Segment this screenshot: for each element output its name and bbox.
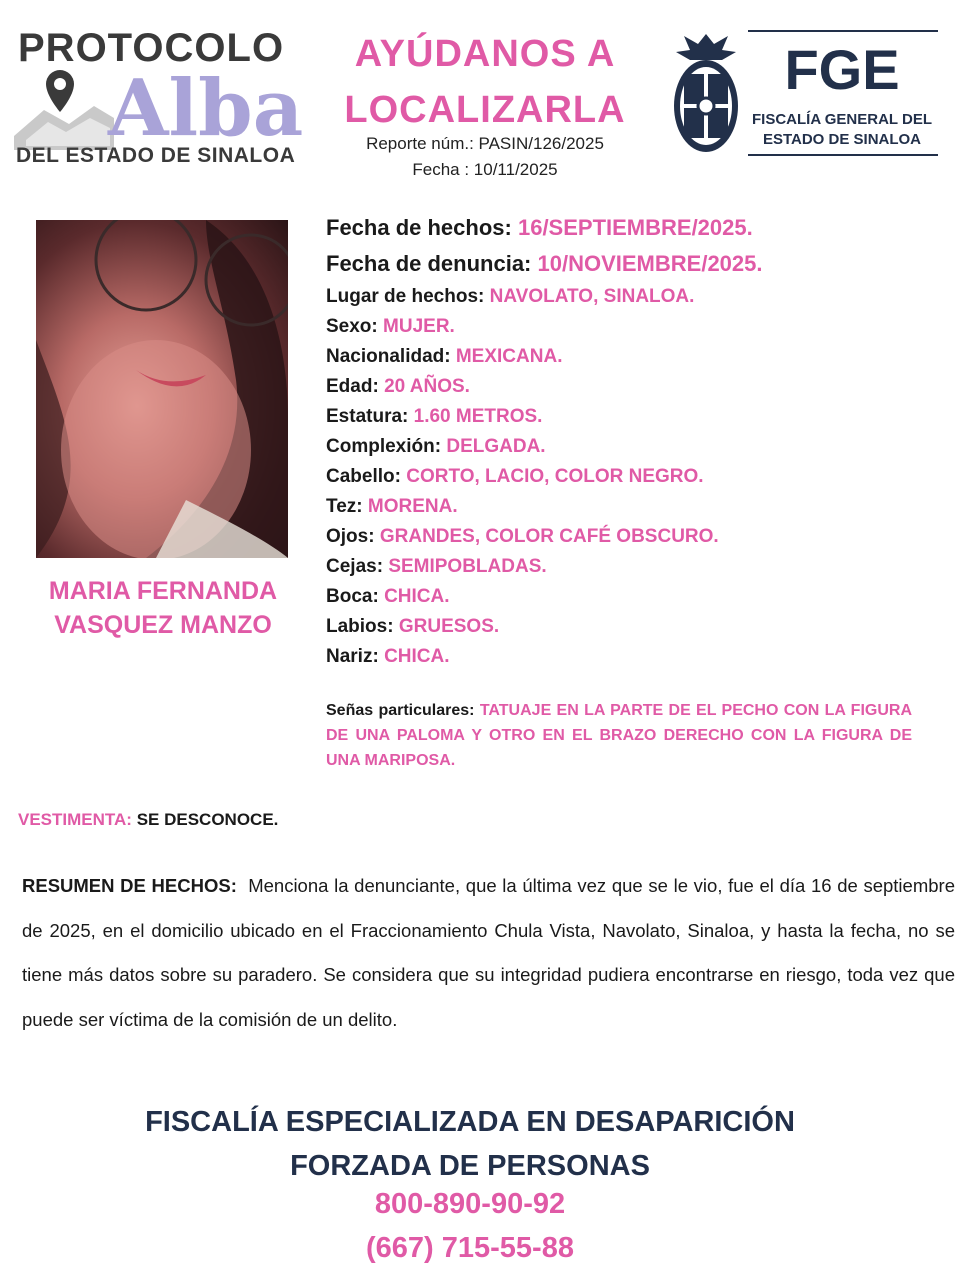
fge-logo [746,30,938,158]
detail-row-sexo [326,312,936,342]
detail-value: MORENA. [367,496,458,517]
detail-row-cejas [326,552,936,582]
vestimenta-value: SE DESCONOCE. [136,810,279,829]
phone-number-tollfree[interactable]: 800-890-90-92 [374,1188,566,1220]
detail-row-lugar [326,282,936,312]
detail-value: 10/NOVIEMBRE/2025. [537,251,763,276]
detail-value: 1.60 METROS. [413,406,543,427]
detail-label: Labios: [326,616,394,637]
report-date: Fecha : 10/11/2025 [412,160,558,179]
detail-value: 16/SEPTIEMBRE/2025. [517,215,753,240]
detail-label: Cejas: [326,556,384,577]
headline-line-1: AYÚDANOS A [354,33,616,75]
detail-row-fecha-hechos [326,210,936,246]
protocolo-alba-logo [12,26,302,176]
detail-value: MEXICANA. [455,346,563,367]
detail-label: Nariz: [326,646,379,667]
person-name-line-2: VASQUEZ MANZO [54,611,272,639]
detail-value: NAVOLATO, SINALOA. [489,286,695,307]
footer-org-line-2: FORZADA DE PERSONAS [290,1150,650,1182]
detail-row-cabello [326,462,936,492]
detail-value: 20 AÑOS. [384,376,470,397]
vestimenta-label: VESTIMENTA: [18,810,132,829]
footer-org-line-1: FISCALÍA ESPECIALIZADA EN DESAPARICIÓN [145,1106,795,1138]
detail-value: CHICA. [384,646,450,667]
fge-top-rule [748,30,938,32]
clothing [18,810,278,830]
detail-row-labios [326,612,936,642]
detail-label: Fecha de denuncia: [326,251,532,276]
person-name-line-1: MARIA FERNANDA [48,577,278,605]
resumen-label: RESUMEN DE HECHOS: [22,875,237,896]
detail-value: GRANDES, COLOR CAFÉ OBSCURO. [379,526,719,547]
senas-value: TATUAJE EN LA PARTE DE EL PECHO CON LA FIGURA DE UNA PALOMA Y OTRO EN EL BRAZO DERECHO CON LA FIGURA DE UNA MARIPOSA. [326,702,913,769]
detail-label: Estatura: [326,406,409,427]
fge-name-line-2: ESTADO DE SINALOA [762,131,922,148]
detail-row-nacionalidad [326,342,936,372]
person-name [18,574,308,642]
senas-label: Señas particulares: [326,702,475,719]
detail-row-fecha-denuncia [326,246,936,282]
report-number: Reporte núm.: PASIN/126/2025 [366,134,604,153]
detail-label: Edad: [326,376,379,397]
detail-row-estatura [326,402,936,432]
detail-value: DELGADA. [446,436,546,457]
detail-row-ojos [326,522,936,552]
logo-alba-text: Alba [108,63,304,154]
detail-label: Boca: [326,586,379,607]
phone-number-local[interactable]: (667) 715-55-88 [366,1232,574,1264]
detail-row-complexion [326,432,936,462]
detail-value: SEMIPOBLADAS. [388,556,547,577]
detail-row-boca [326,582,936,612]
logo-state-text: DEL ESTADO DE SINALOA [16,144,296,167]
detail-label: Cabello: [326,466,401,487]
logo-protocolo-text: PROTOCOLO [18,26,285,70]
sinaloa-seal-icon [670,28,742,160]
detail-value: CORTO, LACIO, COLOR NEGRO. [406,466,704,487]
detail-row-tez [326,492,936,522]
fge-bottom-rule [748,154,938,156]
detail-row-edad [326,372,936,402]
detail-label: Fecha de hechos: [326,215,512,240]
detail-value: CHICA. [384,586,450,607]
fge-acronym: FGE [784,38,900,101]
detail-label: Nacionalidad: [326,346,451,367]
footer-organization [0,1100,940,1188]
detail-label: Complexión: [326,436,442,457]
map-pin-icon [14,66,114,150]
case-summary [22,864,955,1042]
person-details [326,210,936,672]
detail-value: MUJER. [383,316,455,337]
resumen-text: Menciona la denunciante, que la última vez que se le vio, fue el día 16 de septiembre de 2025, en el domicilio ubicado en el Fraccionamiento Chula Vista, Navolato, Sinaloa, y hasta la fecha, no se tiene más datos sobre su paradero. Se considera que su integridad pudiera encontrarse en riesgo, toda vez que puede ser víctima de la comisión de un delito. [22,875,955,1030]
headline-line-2: LOCALIZARLA [344,89,626,131]
person-photo [36,220,288,558]
headline [330,26,640,138]
fge-name-line-1: FISCALÍA GENERAL DEL [751,111,932,128]
detail-value: GRUESOS. [398,616,500,637]
detail-row-nariz [326,642,936,672]
detail-label: Ojos: [326,526,375,547]
detail-label: Tez: [326,496,363,517]
detail-label: Sexo: [326,316,378,337]
detail-label: Lugar de hechos: [326,286,485,307]
fge-name [746,110,938,150]
distinguishing-marks [326,698,912,773]
